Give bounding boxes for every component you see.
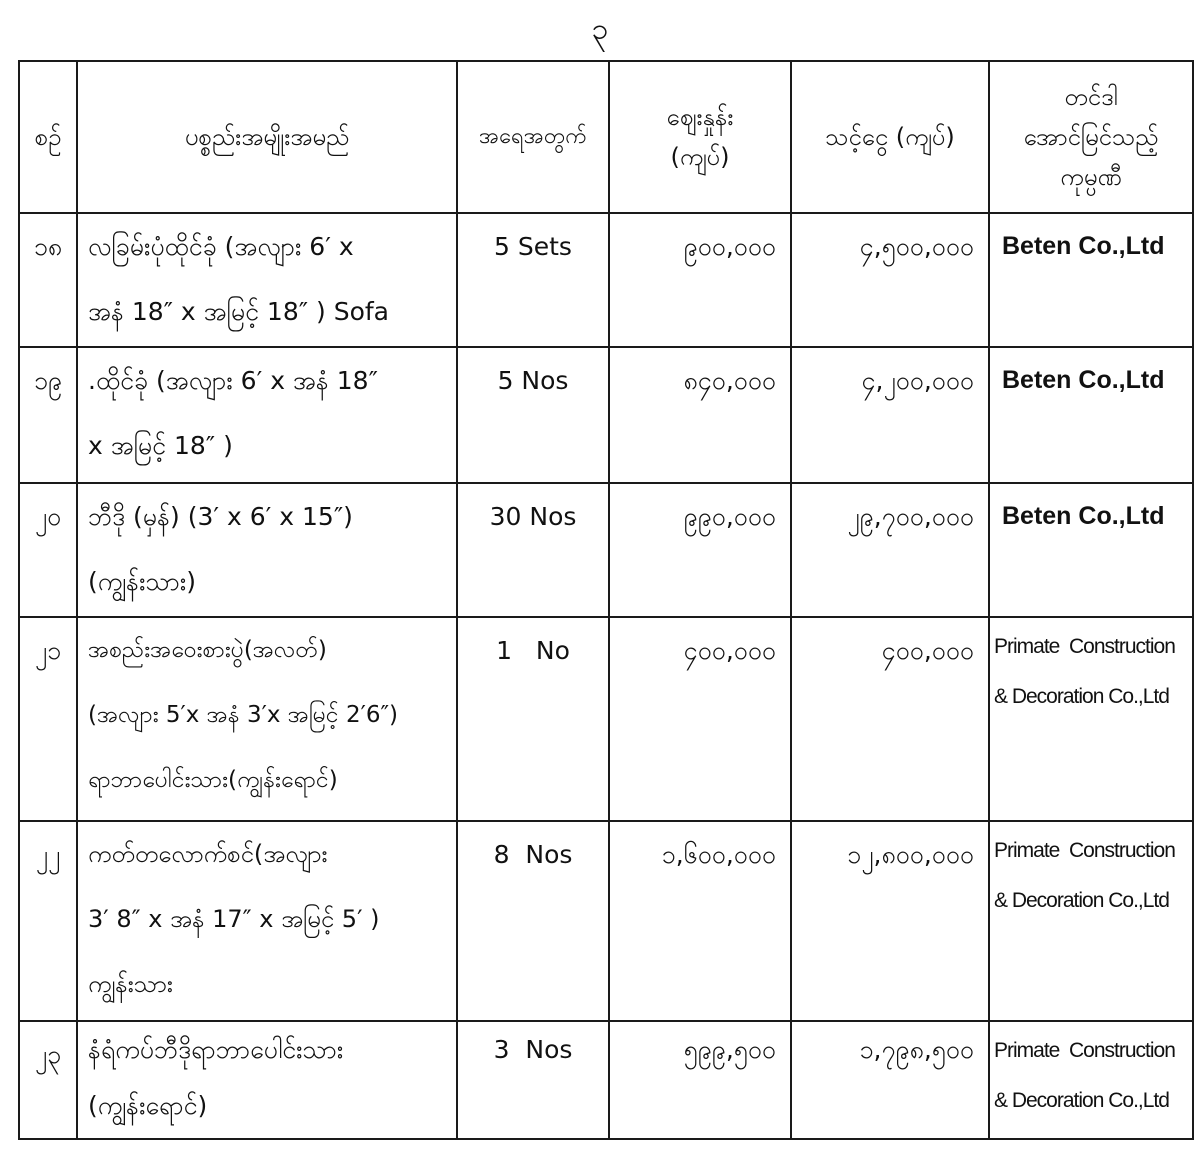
row-unit-price: ၉၉၀,၀၀၀ bbox=[609, 483, 791, 617]
row-quantity: 3 Nos bbox=[457, 1021, 609, 1139]
row-company: Primate Construction & Decoration Co.,Ltd bbox=[989, 617, 1193, 821]
row-unit-price: ၉၀၀,၀၀၀ bbox=[609, 213, 791, 347]
table-row bbox=[19, 821, 1193, 1021]
row-description: နံရံကပ်ဘီဒိုရာဘာပေါင်းသား (ကျွန်းရောင်) bbox=[77, 1021, 457, 1139]
header-amount: သင့်ငွေ (ကျပ်) bbox=[791, 61, 989, 213]
row-amount: ၁,၇၉၈,၅၀၀ bbox=[791, 1021, 989, 1139]
row-serial: ၂၀ bbox=[19, 483, 77, 617]
row-description: .ထိုင်ခုံ (အလျား 6′ x အနံ 18″ x အမြင့် 18″ ) bbox=[77, 347, 457, 483]
row-quantity: 5 Sets bbox=[457, 213, 609, 347]
row-company: Beten Co.,Ltd bbox=[989, 347, 1193, 483]
row-serial: ၂၃ bbox=[19, 1021, 77, 1139]
table-row bbox=[19, 617, 1193, 821]
row-serial: ၁၉ bbox=[19, 347, 77, 483]
procurement-table bbox=[18, 60, 1194, 1140]
row-company: Primate Construction & Decoration Co.,Ltd bbox=[989, 1021, 1193, 1139]
table-row bbox=[19, 347, 1193, 483]
row-amount: ၄၀၀,၀၀၀ bbox=[791, 617, 989, 821]
row-amount: ၄,၂၀၀,၀၀၀ bbox=[791, 347, 989, 483]
row-amount: ၄,၅၀၀,၀၀၀ bbox=[791, 213, 989, 347]
row-description: အစည်းအဝေးစားပွဲ(အလတ်) (အလျား 5′x အနံ 3′x အမြင့် 2′6″) ရာဘာပေါင်းသား(ကျွန်းရောင်) bbox=[77, 617, 457, 821]
row-company: Primate Construction & Decoration Co.,Ltd bbox=[989, 821, 1193, 1021]
row-unit-price: ၁,၆၀၀,၀၀၀ bbox=[609, 821, 791, 1021]
table-row bbox=[19, 1021, 1193, 1139]
row-company: Beten Co.,Ltd bbox=[989, 483, 1193, 617]
row-company: Beten Co.,Ltd bbox=[989, 213, 1193, 347]
header-winning-company: တင်ဒါ အောင်မြင်သည့် ကုမ္ပဏီ bbox=[989, 61, 1193, 213]
header-quantity: အရေအတွက် bbox=[457, 61, 609, 213]
row-quantity: 30 Nos bbox=[457, 483, 609, 617]
row-description: ဘီဒို (မှန်) (3′ x 6′ x 15″) (ကျွန်းသား) bbox=[77, 483, 457, 617]
row-unit-price: ၈၄၀,၀၀၀ bbox=[609, 347, 791, 483]
row-amount: ၂၉,၇၀၀,၀၀၀ bbox=[791, 483, 989, 617]
row-serial: ၁၈ bbox=[19, 213, 77, 347]
row-unit-price: ၄၀၀,၀၀၀ bbox=[609, 617, 791, 821]
table-row bbox=[19, 483, 1193, 617]
row-quantity: 1 No bbox=[457, 617, 609, 821]
table-header-row bbox=[19, 61, 1193, 213]
table-row bbox=[19, 213, 1193, 347]
row-description: လခြမ်းပုံထိုင်ခုံ (အလျား 6′ x အနံ 18″ x အမြင့် 18″ ) Sofa bbox=[77, 213, 457, 347]
row-quantity: 8 Nos bbox=[457, 821, 609, 1021]
header-unit-price: ဈေးနှုန်း (ကျပ်) bbox=[609, 61, 791, 213]
header-serial: စဉ် bbox=[19, 61, 77, 213]
row-amount: ၁၂,၈၀၀,၀၀၀ bbox=[791, 821, 989, 1021]
row-serial: ၂၂ bbox=[19, 821, 77, 1021]
row-quantity: 5 Nos bbox=[457, 347, 609, 483]
row-description: ကတ်တလောက်စင်(အလျား 3′ 8″ x အနံ 17″ x အမြင့် 5′ ) ကျွန်းသား bbox=[77, 821, 457, 1021]
header-item-name: ပစ္စည်းအမျိုးအမည် bbox=[77, 61, 457, 213]
row-serial: ၂၁ bbox=[19, 617, 77, 821]
page-number: ၃ bbox=[591, 12, 609, 47]
row-unit-price: ၅၉၉,၅၀၀ bbox=[609, 1021, 791, 1139]
